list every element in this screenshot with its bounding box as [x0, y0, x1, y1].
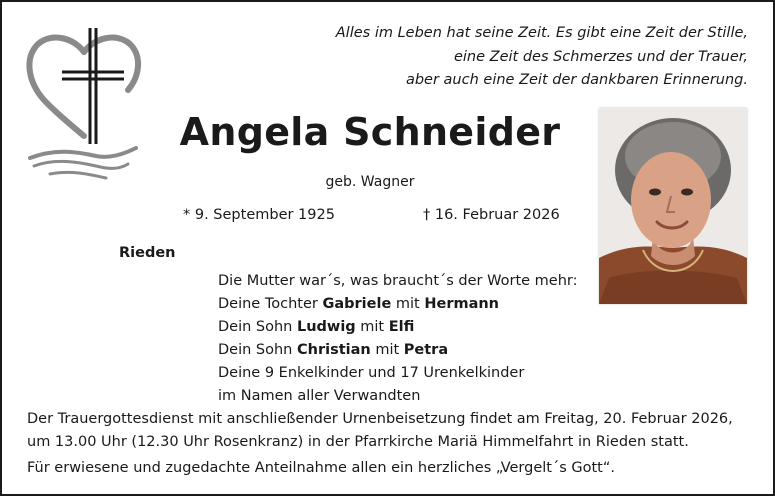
place-name: Rieden	[119, 245, 176, 261]
service-info	[27, 408, 747, 454]
service-line: Der Trauergottesdienst mit anschließender Urnenbeisetzung findet am Freitag, 20. Februar 2026,	[27, 411, 733, 427]
thanks-text: Für erwiesene und zugedachte Anteilnahme allen ein herzliches „Vergelt´s Gott“.	[27, 460, 615, 476]
family-line: Dein Sohn Christian mit Petra	[218, 342, 449, 358]
family-line: Dein Sohn Ludwig mit Elfi	[218, 319, 415, 335]
quote-block	[298, 22, 748, 93]
service-line: um 13.00 Uhr (12.30 Uhr Rosenkranz) in der Pfarrkirche Mariä Himmelfahrt in Rieden statt.	[27, 434, 689, 450]
birth-date: * 9. September 1925	[183, 207, 335, 223]
birth-name: geb. Wagner	[325, 174, 415, 190]
family-line: im Namen aller Verwandten	[218, 388, 421, 404]
deceased-name: Angela Schneider	[179, 110, 561, 154]
family-line: Deine Tochter Gabriele mit Hermann	[218, 296, 500, 312]
quote-line: eine Zeit des Schmerzes und der Trauer,	[453, 48, 748, 65]
family-list	[218, 270, 577, 408]
family-intro: Die Mutter war´s, was braucht´s der Worte mehr:	[218, 273, 578, 289]
portrait-photo	[599, 108, 747, 304]
family-line: Deine 9 Enkelkinder und 17 Urenkelkinder	[218, 365, 525, 381]
death-date: † 16. Februar 2026	[423, 207, 560, 223]
heart-cross-waves-icon	[26, 24, 142, 182]
quote-line: aber auch eine Zeit der dankbaren Erinnerung.	[405, 72, 748, 88]
quote-line: Alles im Leben hat seine Zeit. Es gibt eine Zeit der Stille,	[335, 25, 748, 41]
